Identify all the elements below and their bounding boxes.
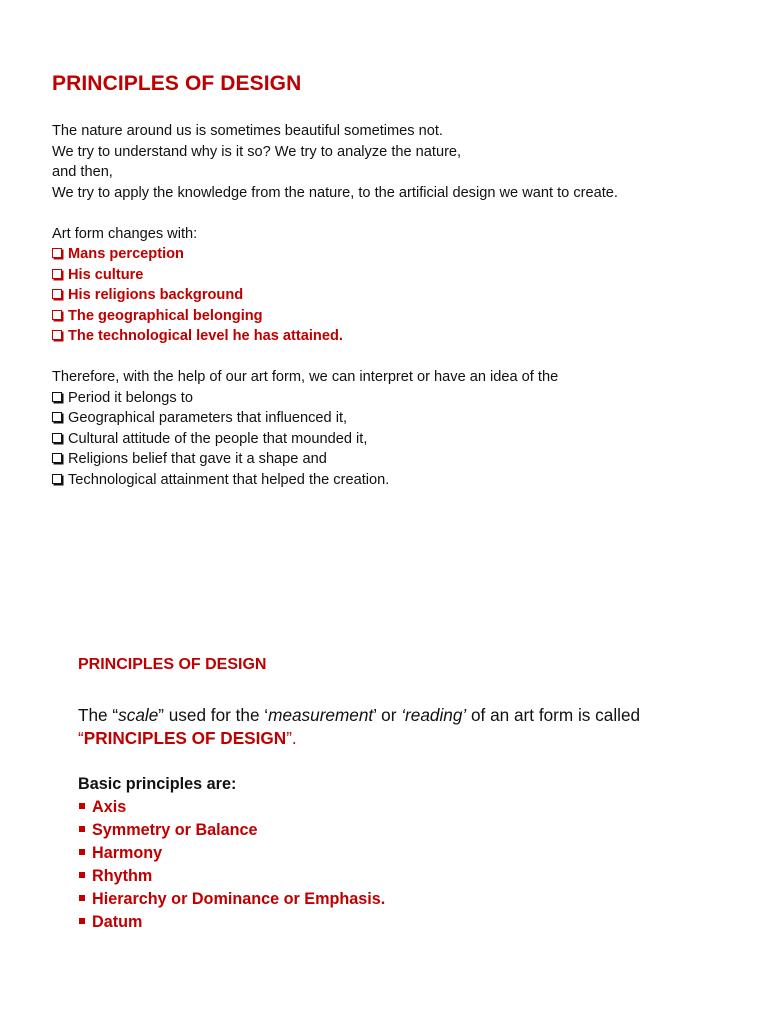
checkbox-icon xyxy=(52,412,62,422)
art-form-heading: Art form changes with: xyxy=(52,225,198,242)
quote-open: “ xyxy=(78,728,84,748)
list-item xyxy=(78,865,738,888)
text-segment: ’ or xyxy=(373,705,402,725)
list-item xyxy=(78,842,738,865)
intro-line: The nature around us is sometimes beautiful sometimes not. xyxy=(52,123,443,139)
square-bullet-icon xyxy=(79,918,85,924)
art-form-item-label: The technological level he has attained. xyxy=(68,328,343,344)
checkbox-icon xyxy=(52,453,62,463)
art-form-item xyxy=(52,326,742,347)
intro-section xyxy=(52,121,742,490)
art-form-item xyxy=(52,306,742,327)
art-form-item xyxy=(52,244,742,265)
intro-line: and then, xyxy=(52,164,113,180)
square-bullet-icon xyxy=(79,826,85,832)
basic-principles-heading: Basic principles are: xyxy=(78,775,237,793)
principle-label: Axis xyxy=(92,798,127,816)
art-form-item-label: Mans perception xyxy=(68,246,184,262)
interpret-item xyxy=(52,470,742,491)
art-form-item-label: His religions background xyxy=(68,287,244,303)
interpret-item-label: Geographical parameters that influenced it, xyxy=(68,410,348,426)
art-form-item-label: The geographical belonging xyxy=(68,307,263,324)
text-segment: ” used for the ‘ xyxy=(158,705,269,725)
principle-label: Hierarchy or Dominance or Emphasis. xyxy=(92,890,386,908)
square-bullet-icon xyxy=(79,872,85,878)
checkbox-icon xyxy=(52,248,62,258)
intro-line: We try to understand why is it so? We try to analyze the nature, xyxy=(52,143,462,160)
principles-list xyxy=(78,796,738,934)
quote-close: ”. xyxy=(286,728,297,748)
art-form-item-label: His culture xyxy=(68,266,144,283)
interpret-item xyxy=(52,449,742,470)
checkbox-icon xyxy=(52,289,62,299)
checkbox-icon xyxy=(52,433,62,443)
spacer xyxy=(52,347,742,368)
section-title: PRINCIPLES OF DESIGN xyxy=(78,656,267,673)
interpret-item-label: Period it belongs to xyxy=(68,389,193,406)
checkbox-icon xyxy=(52,330,62,340)
page-title: PRINCIPLES OF DESIGN xyxy=(52,72,302,95)
list-item xyxy=(78,888,738,911)
checkbox-icon xyxy=(52,269,62,279)
interpret-item-label: Technological attainment that helped the creation. xyxy=(68,471,390,488)
list-item xyxy=(78,796,738,819)
art-form-item xyxy=(52,285,742,306)
square-bullet-icon xyxy=(79,895,85,901)
principle-label: Datum xyxy=(92,913,143,931)
art-form-item xyxy=(52,265,742,286)
spacer xyxy=(52,203,742,224)
list-item xyxy=(78,911,738,934)
checkbox-icon xyxy=(52,474,62,484)
square-bullet-icon xyxy=(79,803,85,809)
reading-term: ‘reading’ xyxy=(401,705,467,725)
checkbox-icon xyxy=(52,392,62,402)
measurement-term: measurement xyxy=(268,705,374,725)
principle-label: Harmony xyxy=(92,844,163,862)
interpret-item-label: Cultural attitude of the people that mounded it, xyxy=(68,430,368,447)
principle-label: Rhythm xyxy=(92,867,153,885)
interpret-item-label: Religions belief that gave it a shape and xyxy=(68,451,327,467)
definition-paragraph xyxy=(78,704,738,750)
principles-slide xyxy=(78,656,738,934)
text-segment: The “ xyxy=(78,705,119,725)
square-bullet-icon xyxy=(79,849,85,855)
checkbox-icon xyxy=(52,310,62,320)
interpret-item xyxy=(52,429,742,450)
principles-term: PRINCIPLES OF DESIGN xyxy=(83,728,287,748)
interpret-item xyxy=(52,388,742,409)
interpret-item xyxy=(52,408,742,429)
therefore-line: Therefore, with the help of our art form, we can interpret or have an idea of the xyxy=(52,369,559,385)
principle-label: Symmetry or Balance xyxy=(92,821,258,839)
intro-line: We try to apply the knowledge from the nature, to the artificial design we want to create. xyxy=(52,184,618,201)
list-item xyxy=(78,819,738,842)
scale-term: scale xyxy=(118,705,159,725)
text-segment: of an art form is called xyxy=(466,705,641,725)
